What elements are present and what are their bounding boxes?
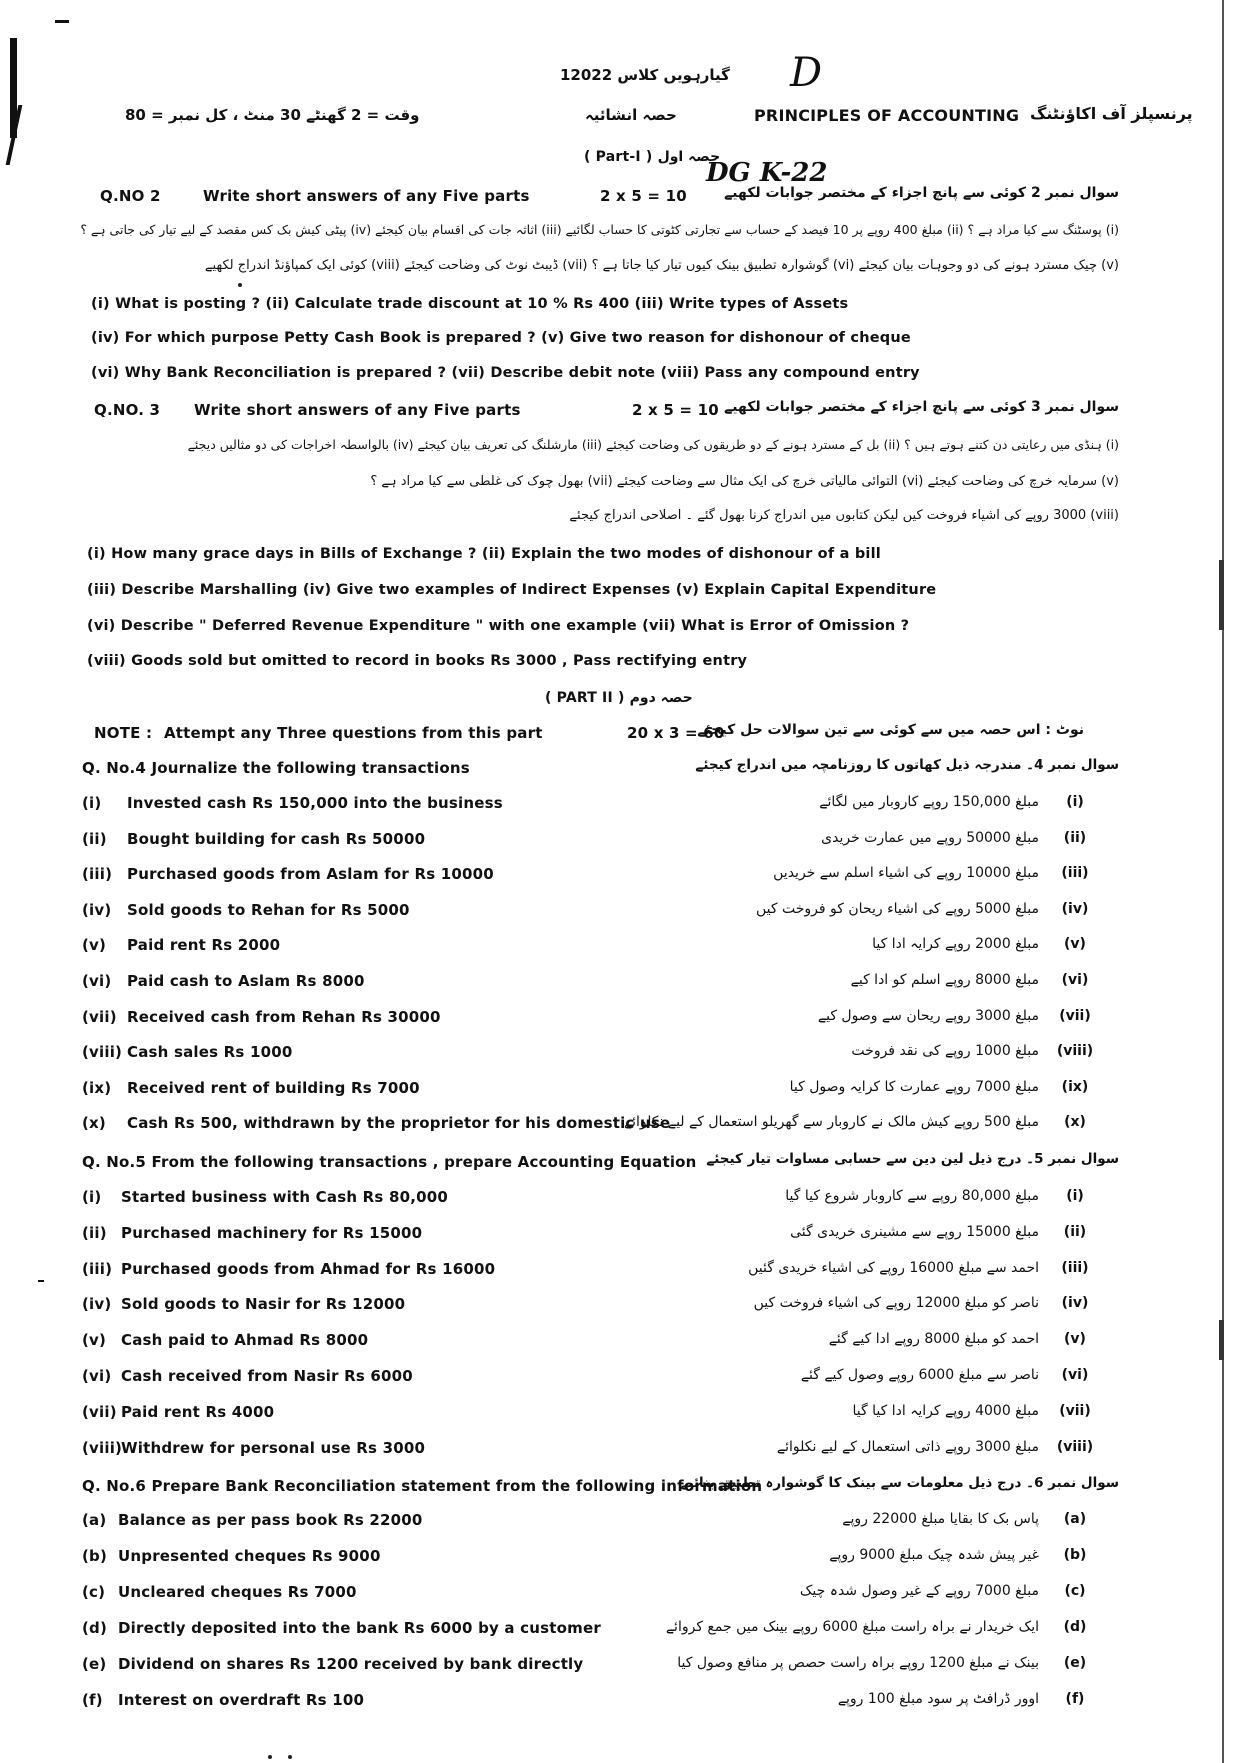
note-marks: 20 x 3 = 60 (627, 724, 725, 742)
item-text-urdu: مبلغ 4000 روپے کرایہ ادا کیا گیا (852, 1402, 1039, 1419)
question-item (0, 1293, 1239, 1321)
question-item (0, 1222, 1239, 1250)
item-number-urdu: (iv) (1061, 900, 1089, 917)
item-number: (vii) (82, 1007, 117, 1026)
item-text-urdu: مبلغ 500 روپے کیش مالک نے کاروبار سے گھریلو استعمال کے لیے نکلوائے (623, 1114, 1039, 1131)
item-text: Interest on overdraft Rs 100 (118, 1691, 365, 1709)
class-line: گیارہویں کلاس 12022 (560, 66, 730, 84)
part-one-heading: ( Part-I ) حصہ اول (584, 149, 721, 165)
question-urdu-line: (viii) 3000 روپے کی اشیاء فروخت کیں لیکن کتابوں میں اندراج کرنا بھول گئے ۔ اصلاحی اندراج کیجئے (569, 508, 1119, 523)
item-number: (d) (82, 1619, 108, 1637)
item-text-urdu: مبلغ 50000 روپے میں عمارت خریدی (821, 829, 1039, 846)
question-item (0, 1581, 1239, 1609)
item-text-urdu: ناصر کو مبلغ 12000 روپے کی اشیاء فروخت کیں (753, 1295, 1039, 1312)
question-urdu-line: (i) پوسٹنگ سے کیا مراد ہے ؟ (ii) مبلغ 400 روپے پر 10 فیصد کے حساب سے تجارتی کٹوتی کا حساب لگائیے (iii) اثاثہ جات کی اقسام بیان کیجئے (iv) پیٹی کیش بک کس مقصد کے لیے تیار کی جاتی ہے ؟ (80, 222, 1119, 237)
item-number: (f) (82, 1691, 103, 1709)
question-line: (iv) For which purpose Petty Cash Book is prepared ? (v) Give two reason for dishonour of cheque (91, 330, 911, 346)
item-text-urdu: مبلغ 3000 روپے ذاتی استعمال کے لیے نکلوائے (776, 1438, 1039, 1455)
question-line: (vi) Why Bank Reconciliation is prepared ? (vii) Describe debit note (viii) Pass any compound entry (91, 365, 920, 381)
item-text: Directly deposited into the bank Rs 6000 by a customer (118, 1619, 601, 1637)
item-text-urdu: مبلغ 15000 روپے سے مشینری خریدی گئی (790, 1223, 1039, 1240)
item-text: Sold goods to Nasir for Rs 12000 (121, 1295, 406, 1314)
item-number: (b) (82, 1547, 108, 1565)
question-marks: 2 x 5 = 10 (600, 187, 687, 205)
item-number-urdu: (d) (1063, 1619, 1087, 1635)
question-item (0, 1006, 1239, 1034)
item-number-urdu: (iii) (1061, 1259, 1089, 1276)
item-text-urdu: احمد کو مبلغ 8000 روپے ادا کیے گئے (828, 1331, 1039, 1348)
item-number: (e) (82, 1655, 107, 1673)
time-and-marks: وقت = 2 گھنٹے 30 منٹ ، کل نمبر = 80 (125, 106, 420, 124)
question-line: (i) How many grace days in Bills of Exchange ? (ii) Explain the two modes of dishonour of a bill (87, 546, 881, 562)
item-text-urdu: مبلغ 150,000 روپے کاروبار میں لگائے (819, 794, 1039, 810)
handwritten-letter: D (790, 50, 823, 96)
question-title: Q. No.4 Journalize the following transactions (82, 759, 470, 777)
item-number: (ix) (82, 1078, 112, 1097)
item-text: Withdrew for personal use Rs 3000 (121, 1438, 426, 1457)
item-number-urdu: (f) (1065, 1691, 1085, 1707)
question-item (0, 1365, 1239, 1393)
item-number-urdu: (vi) (1061, 972, 1089, 988)
question-item (0, 1437, 1239, 1465)
question-marks: 2 x 5 = 10 (632, 401, 719, 419)
question-title-urdu: سوال نمبر 4۔ مندرجہ ذیل کھاتوں کا روزنامچہ میں اندراج کیجئے (695, 757, 1119, 773)
item-number: (v) (82, 936, 107, 955)
item-number: (a) (82, 1511, 107, 1529)
handwritten-code: DG K-22 (706, 158, 828, 188)
scan-mark (55, 20, 69, 23)
item-text-urdu: مبلغ 5000 روپے کی اشیاء ریحان کو فروخت کیں (756, 900, 1039, 917)
item-number-urdu: (vii) (1059, 1007, 1091, 1024)
part-two-heading: ( PART II ) حصہ دوم (545, 690, 693, 706)
note-label: NOTE : (94, 724, 153, 742)
item-text-urdu: ناصر سے مبلغ 6000 روپے وصول کیے گئے (800, 1367, 1039, 1383)
item-number: (vii) (82, 1402, 117, 1421)
question-urdu-line: (v) چیک مسترد ہونے کی دو وجوہات بیان کیجئے (vi) گوشوارہ تطبیق بینک کیوں تیار کیا جاتا ہے ؟ (vii) ڈیبٹ نوٹ کی وضاحت کیجئے (viii) کوئی ایک کمپاؤنڈ اندراج لکھیے (204, 258, 1119, 273)
item-text-urdu: اوور ڈرافٹ پر سود مبلغ 100 روپے (837, 1691, 1039, 1707)
section-label: حصہ انشائیہ (585, 106, 677, 124)
item-text: Sold goods to Rehan for Rs 5000 (127, 900, 410, 919)
item-text-urdu: مبلغ 8000 روپے اسلم کو ادا کیے (850, 972, 1039, 988)
question-item (0, 1653, 1239, 1681)
item-text-urdu: مبلغ 3000 روپے ریحان سے وصول کیے (817, 1007, 1039, 1024)
speck (268, 1755, 272, 1759)
item-text: Paid cash to Aslam Rs 8000 (127, 972, 365, 990)
question-line: (iii) Describe Marshalling (iv) Give two examples of Indirect Expenses (v) Explain Capital Expenditure (87, 582, 937, 598)
item-text: Purchased machinery for Rs 15000 (121, 1223, 423, 1242)
item-text-urdu: پاس بک کا بقایا مبلغ 22000 روپے (842, 1511, 1039, 1527)
question-item (0, 1186, 1239, 1214)
item-number: (iii) (82, 1259, 113, 1278)
item-text-urdu: مبلغ 2000 روپے کرایہ ادا کیا (872, 936, 1039, 953)
item-number-urdu: (v) (1064, 936, 1086, 953)
item-number: (vi) (82, 1367, 112, 1385)
question-item (0, 863, 1239, 891)
item-number: (iv) (82, 1295, 112, 1314)
question-line: (vi) Describe " Deferred Revenue Expenditure " with one example (vii) What is Error of Omission ? (87, 618, 910, 634)
speck (288, 1755, 292, 1759)
item-number: (viii) (82, 1438, 123, 1457)
item-number-urdu: (viii) (1056, 1043, 1094, 1060)
item-number-urdu: (iii) (1061, 865, 1089, 882)
item-text: Bought building for cash Rs 50000 (127, 829, 426, 848)
question-title: Q. No.5 From the following transactions , prepare Accounting Equation (82, 1153, 697, 1171)
item-text: Paid rent Rs 2000 (127, 936, 281, 955)
item-number-urdu: (iv) (1061, 1295, 1089, 1312)
question-item (0, 1329, 1239, 1357)
item-text: Dividend on shares Rs 1200 received by bank directly (118, 1655, 584, 1673)
item-text: Cash Rs 500, withdrawn by the proprietor for his domestic use (127, 1114, 671, 1133)
item-number-urdu: (a) (1063, 1511, 1087, 1527)
item-text-urdu: ایک خریدار نے براہ راست مبلغ 6000 روپے بینک میں جمع کروائے (665, 1619, 1039, 1635)
item-number: (x) (82, 1114, 106, 1133)
question-urdu-line: (i) ہنڈی میں رعایتی دن کتنے ہوتے ہیں ؟ (ii) بل کے مسترد ہونے کے دو طریقوں کی وضاحت کیجئے (iii) مارشلنگ کی تعریف بیان کیجئے (iv) بالواسطہ اخراجات کی دو مثالیں دیجئے (187, 437, 1119, 452)
question-item (0, 934, 1239, 962)
item-number: (viii) (82, 1043, 123, 1062)
subject-title-urdu: پرنسپلز آف اکاؤنٹنگ (1030, 104, 1193, 123)
item-number-urdu: (e) (1063, 1655, 1087, 1671)
item-number: (iii) (82, 865, 113, 884)
item-number: (iv) (82, 900, 112, 919)
item-text: Invested cash Rs 150,000 into the business (127, 794, 503, 812)
item-number-urdu: (vii) (1059, 1402, 1091, 1419)
item-number-urdu: (x) (1064, 1114, 1086, 1131)
speck (238, 283, 242, 287)
item-number-urdu: (i) (1066, 794, 1084, 810)
item-text-urdu: مبلغ 1000 روپے کی نقد فروخت (851, 1043, 1039, 1060)
item-number-urdu: (i) (1066, 1188, 1084, 1204)
item-text-urdu: بینک نے مبلغ 1200 روپے براہ راست حصص پر منافع وصول کیا (677, 1655, 1039, 1671)
item-number-urdu: (ii) (1063, 1223, 1087, 1240)
item-text-urdu: غیر پیش شدہ چیک مبلغ 9000 روپے (829, 1547, 1039, 1563)
question-item (0, 1617, 1239, 1645)
item-number: (v) (82, 1331, 107, 1350)
note-urdu: نوٹ : اس حصہ میں سے کوئی سے تین سوالات حل کیجئے (697, 722, 1084, 738)
question-item (0, 1041, 1239, 1069)
item-number: (ii) (82, 1223, 107, 1242)
item-number-urdu: (v) (1064, 1331, 1086, 1348)
question-urdu-line: (v) سرمایہ خرچ کی وضاحت کیجئے (vi) التوائی مالیاتی خرچ کی ایک مثال سے وضاحت کیجئے (vii) بھول چوک کی غلطی سے کیا مراد ہے ؟ (370, 474, 1119, 489)
question-item (0, 1258, 1239, 1286)
item-text: Cash received from Nasir Rs 6000 (121, 1367, 413, 1385)
question-item (0, 899, 1239, 927)
subject-title: PRINCIPLES OF ACCOUNTING (754, 106, 1020, 125)
item-text-urdu: مبلغ 10000 روپے کی اشیاء اسلم سے خریدیں (773, 865, 1039, 882)
question-title-urdu: سوال نمبر 5۔ درج ذیل لین دین سے حسابی مساوات تیار کیجئے (706, 1151, 1119, 1167)
item-number: (i) (82, 1188, 102, 1206)
question-title-urdu: سوال نمبر 2 کوئی سے پانچ اجزاء کے مختصر جوابات لکھیے (724, 185, 1119, 201)
item-text-urdu: احمد سے مبلغ 16000 روپے کی اشیاء خریدی گئیں (748, 1259, 1039, 1276)
item-number-urdu: (b) (1063, 1547, 1087, 1563)
question-title: Write short answers of any Five parts (203, 187, 530, 205)
item-text: Started business with Cash Rs 80,000 (121, 1188, 449, 1206)
scan-mark (1219, 560, 1224, 630)
question-title: Write short answers of any Five parts (194, 401, 521, 419)
item-text-urdu: مبلغ 7000 روپے عمارت کا کرایہ وصول کیا (789, 1078, 1039, 1095)
item-text: Unpresented cheques Rs 9000 (118, 1547, 381, 1565)
item-number: (i) (82, 794, 102, 812)
question-item (0, 828, 1239, 856)
question-label: Q.NO 2 (100, 187, 161, 205)
item-text: Paid rent Rs 4000 (121, 1402, 275, 1421)
item-text: Balance as per pass book Rs 22000 (118, 1511, 423, 1529)
item-text: Cash sales Rs 1000 (127, 1043, 293, 1062)
item-number: (c) (82, 1583, 106, 1601)
item-number: (ii) (82, 829, 107, 848)
question-item (0, 1509, 1239, 1537)
question-line: (i) What is posting ? (ii) Calculate trade discount at 10 % Rs 400 (iii) Write types of Assets (91, 296, 849, 312)
question-item (0, 970, 1239, 998)
question-label: Q.NO. 3 (94, 401, 161, 419)
question-item (0, 1545, 1239, 1573)
item-number-urdu: (ii) (1063, 829, 1087, 846)
item-text: Purchased goods from Ahmad for Rs 16000 (121, 1259, 496, 1278)
item-text-urdu: مبلغ 80,000 روپے سے کاروبار شروع کیا گیا (785, 1188, 1039, 1204)
item-text: Received cash from Rehan Rs 30000 (127, 1007, 441, 1026)
question-title-urdu: سوال نمبر 6۔ درج ذیل معلومات سے بینک کا گوشوارہ تطبیق بنائیے (680, 1475, 1119, 1491)
question-item (0, 1077, 1239, 1105)
question-title-urdu: سوال نمبر 3 کوئی سے پانچ اجزاء کے مختصر جوابات لکھیے (724, 399, 1119, 415)
item-number-urdu: (viii) (1056, 1438, 1094, 1455)
item-number-urdu: (ix) (1061, 1078, 1089, 1095)
item-text: Received rent of building Rs 7000 (127, 1078, 420, 1097)
question-item (0, 1401, 1239, 1429)
item-text: Purchased goods from Aslam for Rs 10000 (127, 865, 494, 884)
item-text: Uncleared cheques Rs 7000 (118, 1583, 357, 1601)
item-number-urdu: (vi) (1061, 1367, 1089, 1383)
question-line: (viii) Goods sold but omitted to record in books Rs 3000 , Pass rectifying entry (87, 653, 748, 669)
question-title: Q. No.6 Prepare Bank Reconciliation statement from the following information (82, 1477, 763, 1495)
question-item (0, 1112, 1239, 1140)
item-text: Cash paid to Ahmad Rs 8000 (121, 1331, 369, 1350)
question-item (0, 792, 1239, 820)
note-text: Attempt any Three questions from this part (164, 724, 543, 742)
item-number: (vi) (82, 972, 112, 990)
question-item (0, 1689, 1239, 1717)
item-number-urdu: (c) (1064, 1583, 1086, 1599)
item-text-urdu: مبلغ 7000 روپے کے غیر وصول شدہ چیک (799, 1583, 1039, 1599)
